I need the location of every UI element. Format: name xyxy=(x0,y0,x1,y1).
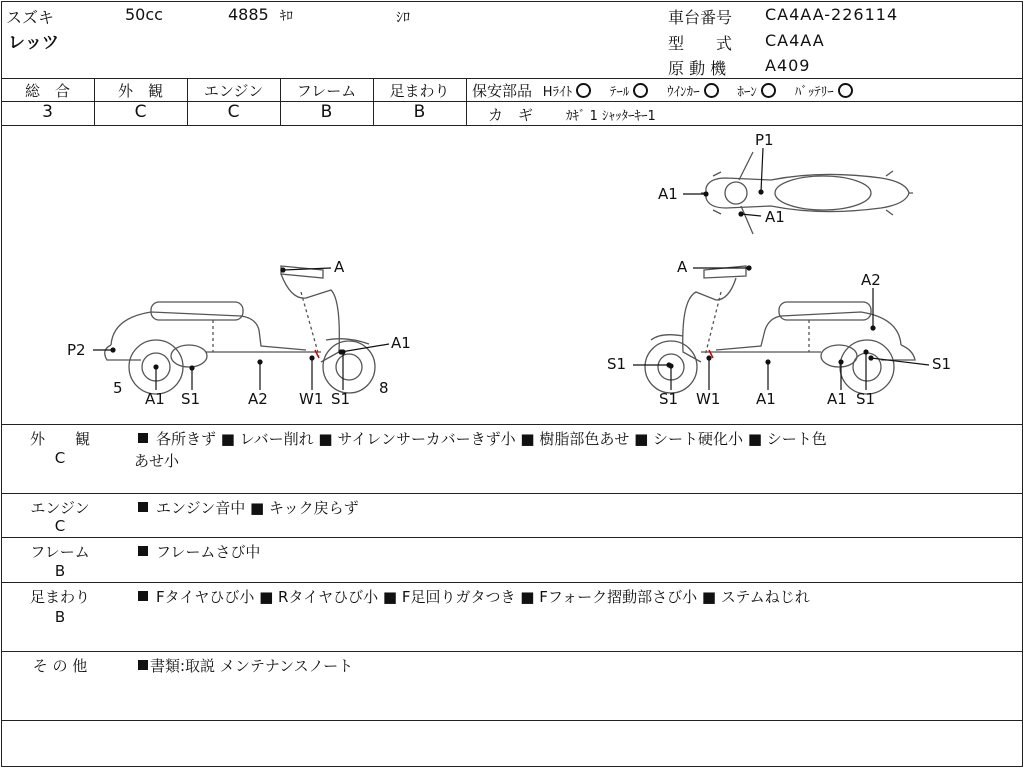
remark-category: 外 観 xyxy=(29,430,90,448)
frame-no: CA4AA-226114 xyxy=(765,5,899,24)
type-value: CA4AA xyxy=(765,31,825,50)
engine-value: A409 xyxy=(765,56,811,75)
safety-item xyxy=(667,82,719,100)
key-value: ｶｷﾞ 1 ｼｬｯﾀｰｷｰ1 xyxy=(566,109,656,124)
remark-text xyxy=(134,497,359,518)
label-s1: S1 xyxy=(331,390,351,408)
ok-circle-icon xyxy=(704,83,719,98)
ok-circle-icon xyxy=(761,83,776,98)
bullet-square-icon xyxy=(138,502,148,512)
remark-category: フレーム xyxy=(30,543,90,561)
safety-item xyxy=(737,82,776,100)
remark-text-line: エンジン音中 ■ キック戻らず xyxy=(156,499,359,517)
safety-parts xyxy=(472,80,853,101)
label-a1: A1 xyxy=(827,390,847,408)
label-p1: P1 xyxy=(755,131,774,149)
damage-diagram xyxy=(1,126,1023,424)
bullet-square-icon xyxy=(138,660,148,670)
remark-grade: C xyxy=(54,517,66,535)
safety-item xyxy=(543,82,591,100)
label-s1: S1 xyxy=(932,355,952,373)
bullet-square-icon xyxy=(138,591,148,601)
label-a2: A2 xyxy=(248,390,268,408)
remark-text xyxy=(134,541,260,562)
label-a1: A1 xyxy=(145,390,165,408)
mileage-unit: ｷﾛ xyxy=(279,9,293,24)
remark-text-line: 各所きず ■ レバー削れ ■ サイレンサーカバーきず小 ■ 樹脂部色あせ ■ シート硬化小 ■ シート色 xyxy=(156,430,827,448)
safety-item-name: ﾊﾞｯﾃﾘｰ xyxy=(794,85,834,100)
type-label: 型 式 xyxy=(668,34,733,53)
safety-item-name: ｳｲﾝｶｰ xyxy=(667,85,700,100)
label-w1: W1 xyxy=(299,390,324,408)
label-s1: S1 xyxy=(181,390,201,408)
grade-overall-label: 総 合 xyxy=(24,82,70,100)
label-s1: S1 xyxy=(856,390,876,408)
divider-remarks-top xyxy=(1,424,1023,425)
label-a1: A1 xyxy=(658,185,678,203)
label-a2: A2 xyxy=(861,271,881,289)
ok-circle-icon xyxy=(838,83,853,98)
model-name: レッツ xyxy=(8,33,59,53)
mileage-value: 4885 xyxy=(228,5,269,24)
remark-text xyxy=(134,655,353,676)
grade-engine-label: エンジン xyxy=(203,82,264,100)
divider-remarks xyxy=(1,651,1023,652)
grade-frame-value: B xyxy=(320,102,333,122)
safety-item-name: ﾎｰﾝ xyxy=(737,85,757,100)
scooter-top-view xyxy=(701,152,913,234)
divider-grades-top xyxy=(1,78,1023,79)
grade-suspension-value: B xyxy=(413,102,426,122)
label-a1: A1 xyxy=(765,208,785,226)
label-s1: S1 xyxy=(659,390,679,408)
ok-circle-icon xyxy=(576,83,591,98)
grade-suspension-label: 足まわり xyxy=(389,82,450,100)
remark-grade: C xyxy=(54,449,66,467)
remark-category: そ の 他 xyxy=(32,657,88,675)
frame-no-label: 車台番号 xyxy=(668,8,733,27)
label-a: A xyxy=(677,258,688,276)
grade-engine-value: C xyxy=(227,102,240,122)
safety-item xyxy=(610,82,649,100)
divider-remarks-bottom xyxy=(1,720,1023,721)
remark-text xyxy=(134,586,810,607)
engine-label: 原 動 機 xyxy=(668,59,727,78)
grade-frame-label: フレーム xyxy=(296,82,357,100)
bullet-square-icon xyxy=(138,546,148,556)
remark-text-continued: あせ小 xyxy=(134,452,180,470)
scooter-left-view xyxy=(105,266,375,394)
remark-text xyxy=(134,428,827,449)
label-number: 5 xyxy=(113,379,123,397)
remark-text-line: フレームさび中 xyxy=(156,543,261,561)
color: ｼﾛ xyxy=(396,10,410,26)
displacement: 50cc xyxy=(125,5,163,24)
remark-category: エンジン xyxy=(30,499,90,517)
label-p2: P2 xyxy=(67,341,86,359)
grade-col-divider xyxy=(466,78,467,125)
ok-circle-icon xyxy=(633,83,648,98)
mileage xyxy=(228,5,293,24)
remark-category: 足まわり xyxy=(29,588,90,606)
label-number: 8 xyxy=(379,379,389,397)
safety-item-name: Hﾗｲﾄ xyxy=(542,85,573,100)
grade-exterior-value: C xyxy=(134,102,147,122)
label-a1: A1 xyxy=(756,390,776,408)
label-a1: A1 xyxy=(391,334,411,352)
bullet-square-icon xyxy=(138,433,148,443)
label-w1: W1 xyxy=(696,390,721,408)
safety-item xyxy=(795,82,853,100)
divider-remarks xyxy=(1,493,1023,494)
maker: スズキ xyxy=(6,8,55,27)
remark-grade: B xyxy=(54,562,66,580)
key-label: カ ギ xyxy=(488,106,534,124)
divider-remarks xyxy=(1,537,1023,538)
grade-exterior-label: 外 観 xyxy=(117,82,163,100)
remark-text-line: Fタイヤひび小 ■ Rタイヤひび小 ■ F足回りガタつき ■ Fフォーク摺動部さび小 ■ ステムねじれ xyxy=(156,588,810,606)
remark-text-line: 書類:取説 メンテナンスノート xyxy=(150,657,354,675)
grade-overall-value: 3 xyxy=(42,102,53,122)
label-s1: S1 xyxy=(607,355,627,373)
label-a: A xyxy=(334,258,345,276)
safety-item-name: ﾃｰﾙ xyxy=(609,85,630,100)
divider-remarks xyxy=(1,582,1023,583)
remark-grade: B xyxy=(54,608,66,626)
safety-label: 保安部品 xyxy=(472,82,533,100)
